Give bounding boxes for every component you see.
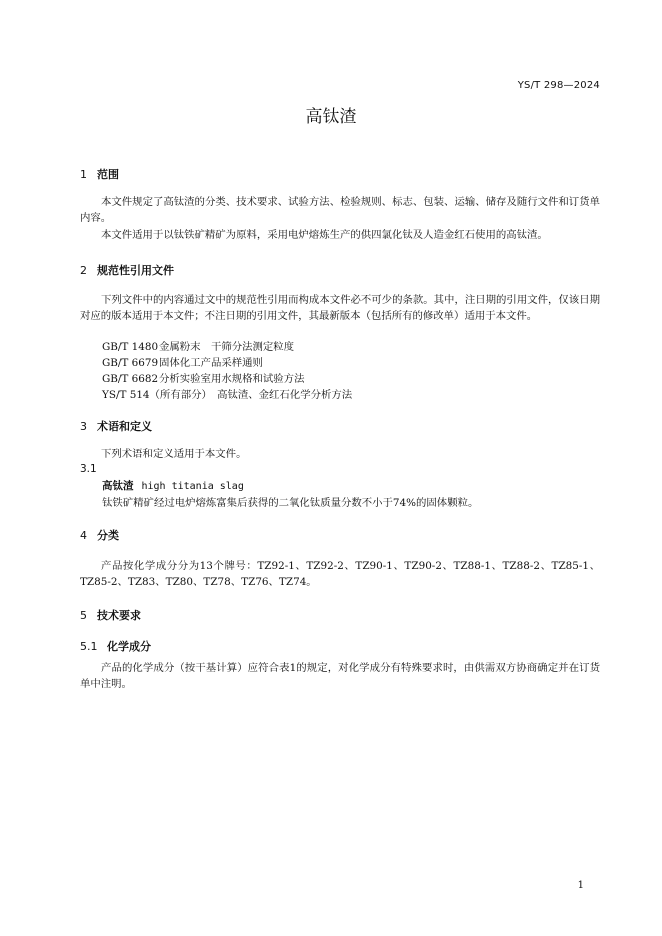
reference-item bbox=[102, 386, 352, 401]
section-4-heading bbox=[80, 527, 119, 543]
term-heading bbox=[102, 478, 244, 493]
page-title: 高钛渣 bbox=[305, 107, 357, 127]
section-title: 技术要求 bbox=[97, 609, 141, 622]
reference-name: 金属粉末 干筛分法测定粒度 bbox=[159, 341, 295, 353]
section-2-heading bbox=[80, 262, 174, 278]
term-chinese: 高钛渣 bbox=[102, 480, 134, 492]
term-english: high titania slag bbox=[141, 481, 244, 492]
document-code: YS/T 298—2024 bbox=[517, 80, 600, 91]
section-1-paragraph-1: 本文件规定了高钛渣的分类、技术要求、试验方法、检验规则、标志、包装、运输、储存及随行文件和订货单内容。 bbox=[80, 196, 600, 224]
section-title: 范围 bbox=[97, 168, 119, 181]
section-3-heading bbox=[80, 418, 152, 434]
reference-code: GB/T 1480 bbox=[102, 341, 159, 353]
section-1-heading bbox=[80, 166, 119, 182]
section-number: 3 bbox=[80, 420, 87, 433]
subsection-5-1-paragraph-1: 产品的化学成分（按干基计算）应符合表1的规定，对化学成分有特殊要求时，由供需双方协商确定并在订货单中注明。 bbox=[80, 662, 600, 690]
reference-code: GB/T 6682 bbox=[102, 373, 159, 385]
reference-name: 分析实验室用水规格和试验方法 bbox=[159, 373, 305, 385]
reference-item bbox=[102, 354, 263, 369]
section-title: 术语和定义 bbox=[97, 420, 152, 433]
section-number: 2 bbox=[80, 264, 87, 277]
term-definition: 钛铁矿精矿经过电炉熔炼富集后获得的二氧化钛质量分数不小于74%的固体颗粒。 bbox=[102, 497, 479, 509]
section-title: 规范性引用文件 bbox=[97, 264, 174, 277]
section-4-paragraph-1: 产品按化学成分分为13个牌号：TZ92-1、TZ92-2、TZ90-1、TZ90-2、TZ88-1、TZ88-2、TZ85-1、TZ85-2、TZ83、TZ80、TZ78、TZ76、TZ74。 bbox=[80, 560, 600, 588]
section-number: 4 bbox=[80, 529, 87, 542]
term-number: 3.1 bbox=[80, 463, 97, 475]
section-2-paragraph-1: 下列文件中的内容通过文中的规范性引用而构成本文件必不可少的条款。其中，注日期的引用文件，仅该日期对应的版本适用于本文件；不注日期的引用文件，其最新版本（包括所有的修改单）适用于本文件。 bbox=[80, 294, 600, 322]
reference-item bbox=[102, 370, 304, 385]
reference-item bbox=[102, 338, 294, 353]
reference-code: GB/T 6679 bbox=[102, 357, 159, 369]
subsection-5-1-heading bbox=[80, 638, 151, 654]
reference-name: 高钛渣、金红石化学分析方法 bbox=[217, 389, 353, 401]
reference-name: 固体化工产品采样通则 bbox=[159, 357, 263, 369]
section-number: 5 bbox=[80, 609, 87, 622]
page-number: 1 bbox=[577, 880, 584, 891]
reference-code: YS/T 514（所有部分） bbox=[102, 389, 207, 401]
section-3-paragraph-1: 下列术语和定义适用于本文件。 bbox=[101, 448, 247, 460]
section-1-paragraph-2: 本文件适用于以钛铁矿精矿为原料，采用电炉熔炼生产的供四氯化钛及人造金红石使用的高钛渣。 bbox=[101, 229, 548, 241]
section-number: 1 bbox=[80, 168, 87, 181]
subsection-title: 化学成分 bbox=[107, 640, 151, 653]
subsection-number: 5.1 bbox=[80, 640, 98, 653]
section-title: 分类 bbox=[97, 529, 119, 542]
section-5-heading bbox=[80, 607, 141, 623]
